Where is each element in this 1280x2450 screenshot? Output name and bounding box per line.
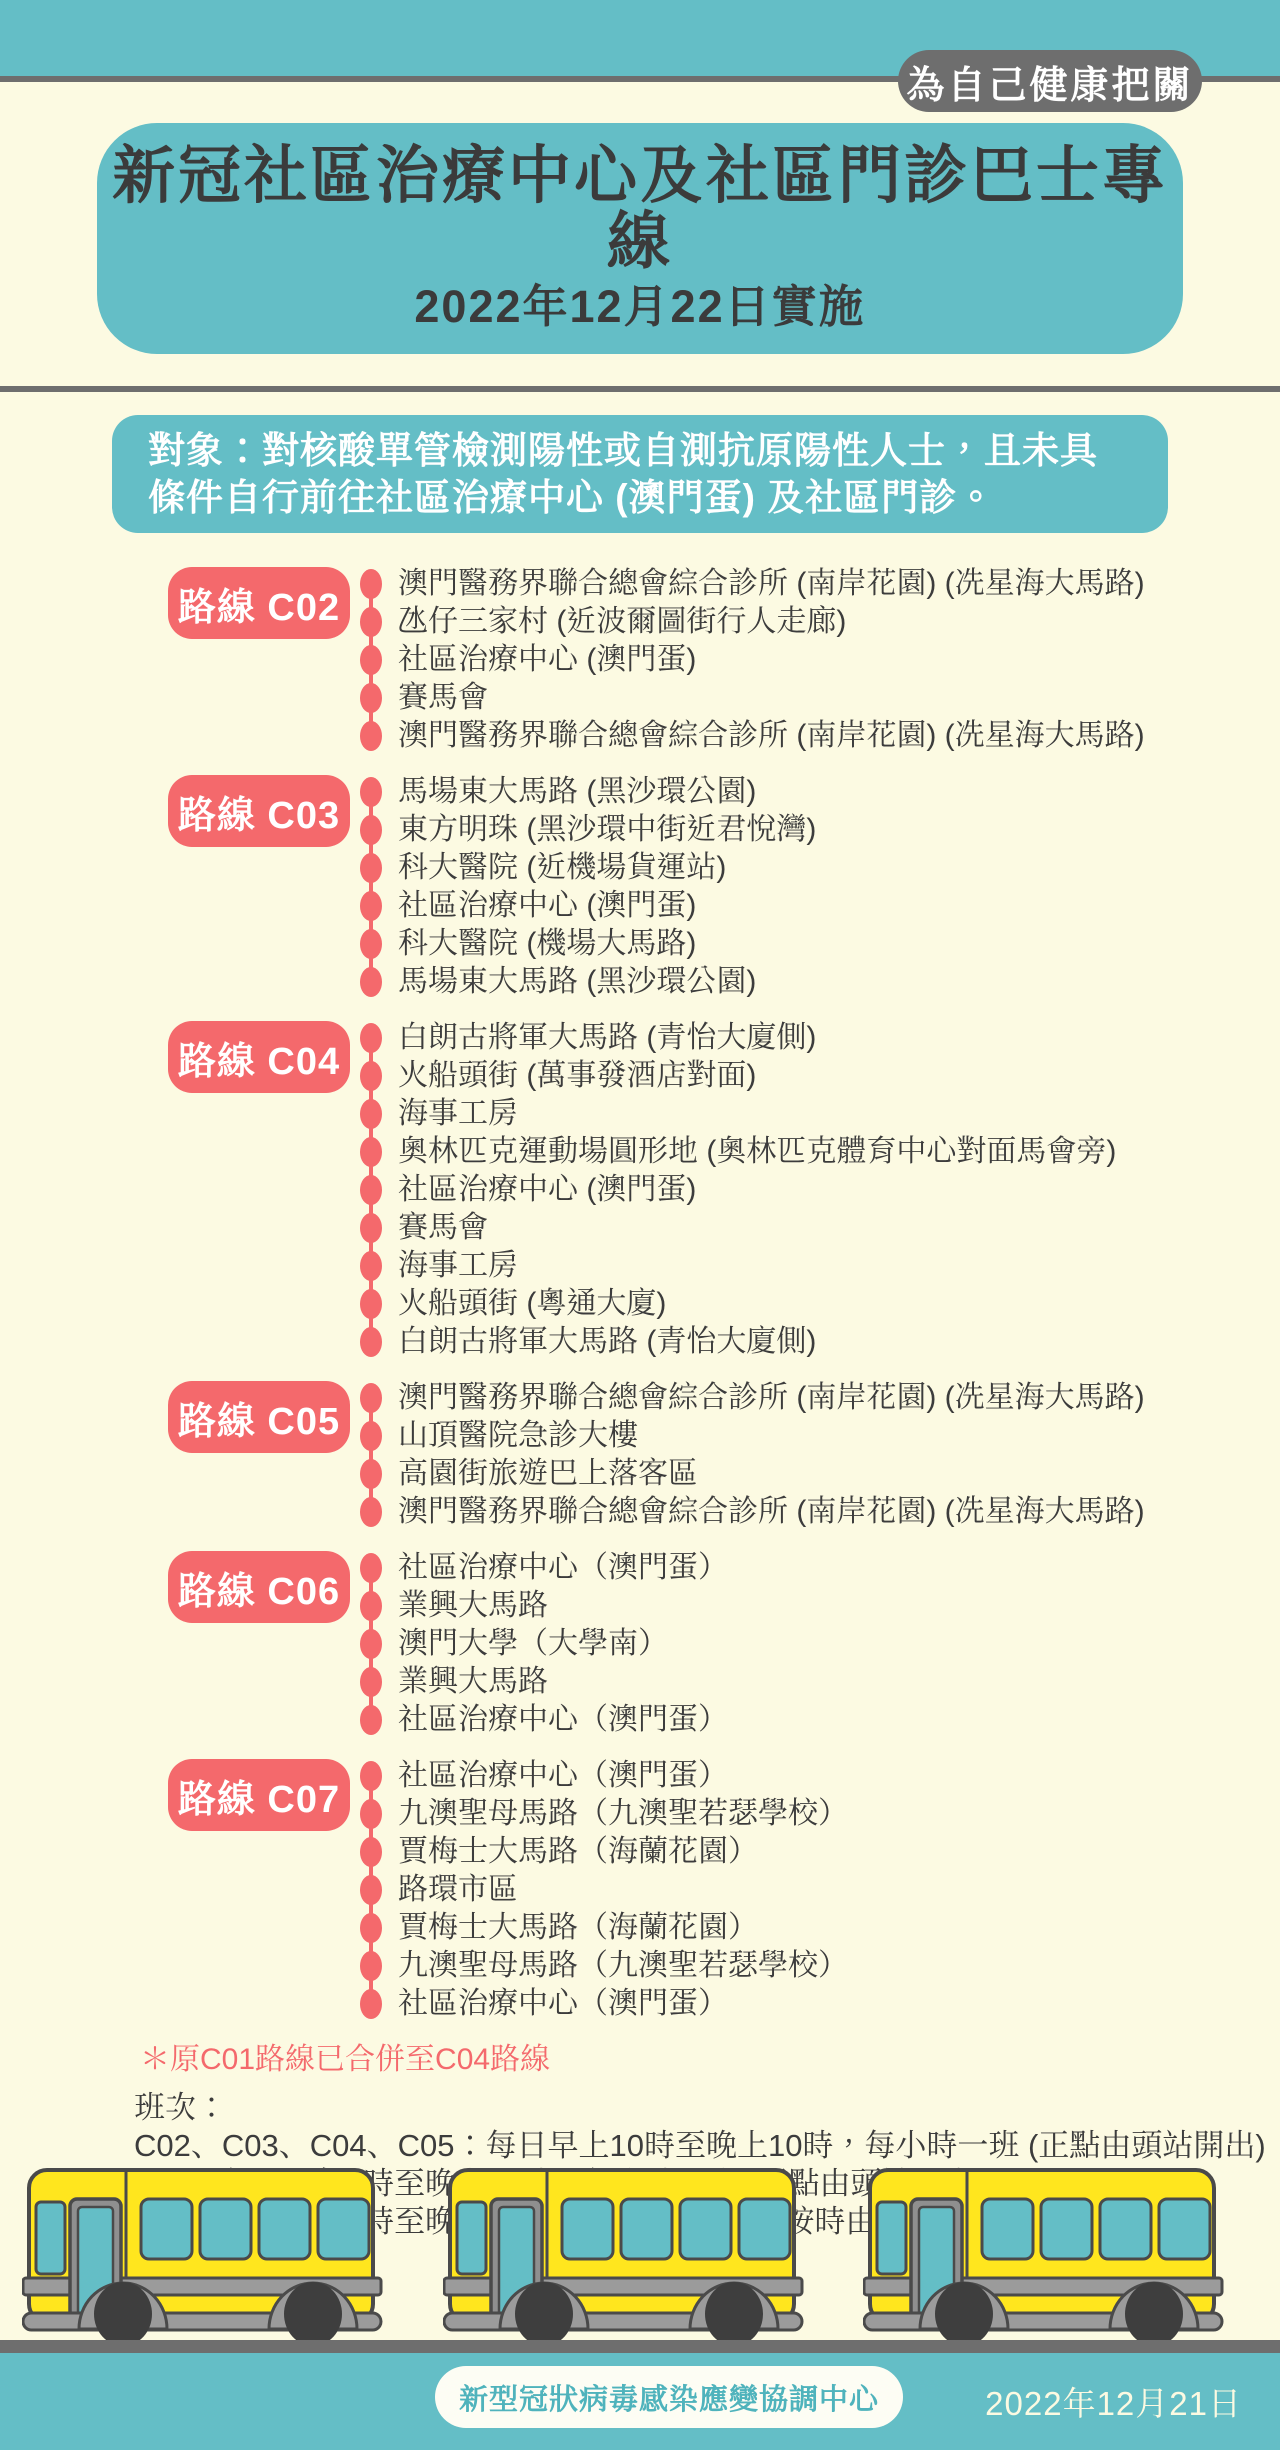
stop-name: 火船頭街 (萬事發酒店對面) (398, 1059, 757, 1092)
stop-dot-icon (360, 1497, 382, 1527)
stop-name: 海事工房 (398, 1249, 518, 1282)
route-stop (352, 679, 1145, 717)
stop-name: 賈梅士大馬路（海蘭花園） (398, 1911, 758, 1944)
route-section-c03 (168, 773, 1280, 1001)
route-stops (352, 1757, 848, 2023)
route-label-c06: 路線 C06 (168, 1551, 350, 1623)
stop-name: 馬場東大馬路 (黑沙環公園) (398, 965, 757, 998)
stop-dot-icon (360, 1705, 382, 1735)
route-stop (352, 1247, 1116, 1285)
route-stop (352, 963, 816, 1001)
stop-name: 科大醫院 (機場大馬路) (398, 927, 697, 960)
schedule-line: C02、C03、C04、C05：每日早上10時至晚上10時，每小時一班 (正點由頭站開出) (134, 2128, 1266, 2163)
stop-name: 科大醫院 (近機場貨運站) (398, 851, 727, 884)
route-stop (352, 1663, 728, 1701)
stop-name: 澳門醫務界聯合總會綜合診所 (南岸花園) (冼星海大馬路) (398, 1381, 1145, 1414)
footer-date: 2022年12月21日 (985, 2385, 1242, 2422)
stop-name: 澳門醫務界聯合總會綜合診所 (南岸花園) (冼星海大馬路) (398, 567, 1145, 600)
stop-dot-icon (360, 1383, 382, 1413)
route-stop (352, 1057, 1116, 1095)
stop-dot-icon (360, 853, 382, 883)
route-stop (352, 887, 816, 925)
route-label-c03: 路線 C03 (168, 775, 350, 847)
route-stop (352, 773, 816, 811)
route-label-c07: 路線 C07 (168, 1759, 350, 1831)
page-title: 新冠社區治療中心及社區門診巴士專線 (112, 141, 1168, 277)
stop-name: 澳門醫務界聯合總會綜合診所 (南岸花園) (冼星海大馬路) (398, 1495, 1145, 1528)
route-stops (352, 1549, 728, 1739)
stop-dot-icon (360, 891, 382, 921)
stop-dot-icon (360, 607, 382, 637)
route-section-c02 (168, 565, 1280, 755)
stop-name: 馬場東大馬路 (黑沙環公園) (398, 775, 757, 808)
footnote: ＊原C01路線已合併至C04路線 (140, 2043, 551, 2076)
route-stop (352, 925, 816, 963)
title-box (97, 123, 1183, 354)
stop-dot-icon (360, 645, 382, 675)
stop-name: 賈梅士大馬路（海蘭花園） (398, 1835, 758, 1868)
bus-icon (22, 2166, 394, 2350)
stop-dot-icon (360, 1761, 382, 1791)
stop-name: 奧林匹克運動場圓形地 (奧林匹克體育中心對面馬會旁) (398, 1135, 1117, 1168)
route-stop (352, 1493, 1145, 1531)
route-stop (352, 849, 816, 887)
stop-name: 白朗古將軍大馬路 (青怡大廈側) (398, 1325, 817, 1358)
route-stop (352, 811, 816, 849)
route-stop (352, 1625, 728, 1663)
stop-dot-icon (360, 1989, 382, 2019)
route-stop (352, 1095, 1116, 1133)
route-stop (352, 1171, 1116, 1209)
stop-name: 氹仔三家村 (近波爾圖街行人走廊) (398, 605, 847, 638)
footer-band (0, 2353, 1280, 2450)
stop-name: 社區治療中心（澳門蛋） (398, 1551, 728, 1584)
stop-dot-icon (360, 1667, 382, 1697)
route-stop (352, 1133, 1116, 1171)
stop-dot-icon (360, 1099, 382, 1129)
route-stops (352, 773, 816, 1001)
stop-dot-icon (360, 1023, 382, 1053)
stop-dot-icon (360, 1951, 382, 1981)
stop-name: 業興大馬路 (398, 1589, 548, 1622)
stop-name: 社區治療中心 (澳門蛋) (398, 889, 697, 922)
stop-name: 白朗古將軍大馬路 (青怡大廈側) (398, 1021, 817, 1054)
stop-dot-icon (360, 1213, 382, 1243)
schedule-line: C06：每日下午1時至晚上10時，每小時一班 (正點由頭站開出) (134, 2166, 985, 2201)
route-stop (352, 1019, 1116, 1057)
stop-dot-icon (360, 1875, 382, 1905)
route-section-c07 (168, 1757, 1280, 2023)
route-stop (352, 1909, 848, 1947)
route-stop (352, 1833, 848, 1871)
route-stop (352, 1209, 1116, 1247)
stop-name: 東方明珠 (黑沙環中街近君悅灣) (398, 813, 817, 846)
route-stop (352, 1757, 848, 1795)
route-stop (352, 1871, 848, 1909)
route-stops (352, 565, 1145, 755)
route-stops (352, 1379, 1145, 1531)
stop-dot-icon (360, 815, 382, 845)
route-list (168, 565, 1280, 2023)
stop-name: 九澳聖母馬路（九澳聖若瑟學校） (398, 1949, 848, 1982)
stop-dot-icon (360, 1137, 382, 1167)
stop-name: 賽馬會 (398, 1211, 488, 1244)
stop-name: 澳門醫務界聯合總會綜合診所 (南岸花園) (冼星海大馬路) (398, 719, 1145, 752)
bus-icon (863, 2166, 1235, 2350)
stop-dot-icon (360, 1629, 382, 1659)
stop-dot-icon (360, 1837, 382, 1867)
route-stops (352, 1019, 1116, 1361)
stop-dot-icon (360, 1327, 382, 1357)
stop-dot-icon (360, 1591, 382, 1621)
stop-name: 九澳聖母馬路（九澳聖若瑟學校） (398, 1797, 848, 1830)
stop-name: 火船頭街 (粵通大廈) (398, 1287, 667, 1320)
route-stop (352, 1947, 848, 1985)
notice-text: 對象：對核酸單管檢測陽性或自測抗原陽性人士，且未具條件自行前往社區治療中心 (澳門蛋) 及社區門診。 (148, 430, 1098, 518)
stop-dot-icon (360, 1289, 382, 1319)
stop-name: 澳門大學（大學南） (398, 1627, 668, 1660)
health-badge-label: 為自己健康把關 (906, 64, 1194, 107)
stop-name: 社區治療中心（澳門蛋） (398, 1759, 728, 1792)
route-label-c05: 路線 C05 (168, 1381, 350, 1453)
stop-dot-icon (360, 721, 382, 751)
route-section-c06 (168, 1549, 1280, 1739)
stop-name: 社區治療中心（澳門蛋） (398, 1987, 728, 2020)
route-stop (352, 1587, 728, 1625)
stop-name: 賽馬會 (398, 681, 488, 714)
stop-dot-icon (360, 1459, 382, 1489)
route-stop (352, 603, 1145, 641)
org-pill: 新型冠狀病毒感染應變協調中心 (435, 2366, 903, 2428)
stop-name: 社區治療中心 (澳門蛋) (398, 643, 697, 676)
route-label-c04: 路線 C04 (168, 1021, 350, 1093)
route-stop (352, 1417, 1145, 1455)
route-section-c05 (168, 1379, 1280, 1531)
route-stop (352, 1455, 1145, 1493)
route-stop (352, 1379, 1145, 1417)
stop-dot-icon (360, 1553, 382, 1583)
route-stop (352, 1701, 728, 1739)
stop-dot-icon (360, 1061, 382, 1091)
stop-dot-icon (360, 1913, 382, 1943)
route-stop (352, 565, 1145, 603)
route-stop (352, 1323, 1116, 1361)
title-divider (0, 386, 1280, 392)
notice-box (112, 415, 1168, 533)
stop-dot-icon (360, 683, 382, 713)
stop-dot-icon (360, 929, 382, 959)
schedule-heading: 班次： (134, 2090, 227, 2125)
stop-name: 業興大馬路 (398, 1665, 548, 1698)
stop-name: 社區治療中心（澳門蛋） (398, 1703, 728, 1736)
stop-dot-icon (360, 1421, 382, 1451)
stop-name: 山頂醫院急診大樓 (398, 1419, 638, 1452)
stop-dot-icon (360, 1799, 382, 1829)
stop-dot-icon (360, 1175, 382, 1205)
stop-dot-icon (360, 569, 382, 599)
stop-dot-icon (360, 777, 382, 807)
health-badge (898, 50, 1202, 112)
stop-dot-icon (360, 967, 382, 997)
route-stop (352, 717, 1145, 755)
stop-name: 海事工房 (398, 1097, 518, 1130)
stop-name: 高園街旅遊巴上落客區 (398, 1457, 698, 1490)
route-stop (352, 1285, 1116, 1323)
route-stop (352, 1985, 848, 2023)
route-label-c02: 路線 C02 (168, 567, 350, 639)
stop-name: 社區治療中心 (澳門蛋) (398, 1173, 697, 1206)
bus-row (0, 2166, 1280, 2350)
road-line (0, 2340, 1280, 2353)
route-stop (352, 1795, 848, 1833)
stop-dot-icon (360, 1251, 382, 1281)
effective-date: 2022年12月22日實施 (414, 281, 866, 332)
route-stop (352, 1549, 728, 1587)
route-stop (352, 641, 1145, 679)
route-section-c04 (168, 1019, 1280, 1361)
bus-icon (443, 2166, 815, 2350)
stop-name: 路環市區 (398, 1873, 518, 1906)
